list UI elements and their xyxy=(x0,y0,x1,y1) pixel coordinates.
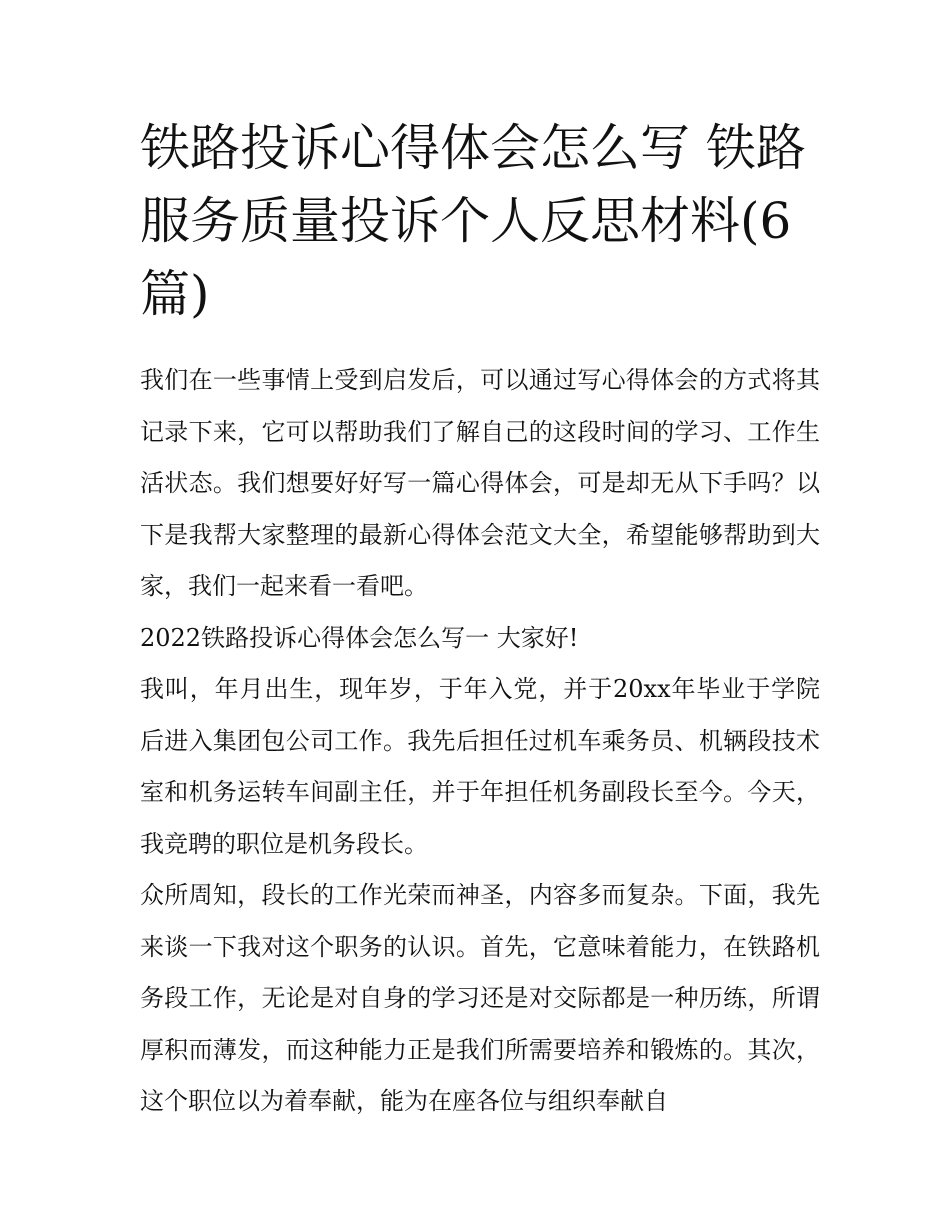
paragraph-intro: 我们在一些事情上受到启发后，可以通过写心得体会的方式将其记录下来，它可以帮助我们了解自己的这段时间的学习、工作生活状态。我们想要好好写一篇心得体会，可是却无从下手吗？以下是我帮大家整理的最新心得体会范文大全，希望能够帮助到大家，我们一起来看一看吧。 xyxy=(140,366,820,600)
paragraph-self-introduction: 我叫，年月出生，现年岁，于年入党，并于20xx年毕业于学院后进入集团包公司工作。我先后担任过机车乘务员、机辆段技术室和机务运转车间副主任，并于年担任机务副段长至今。今天，我竞聘的职位是机务段长。 xyxy=(140,675,820,858)
paragraph-heading-line: 2022铁路投诉心得体会怎么写一 大家好! xyxy=(140,623,579,652)
document-title: 铁路投诉心得体会怎么写 铁路服务质量投诉个人反思材料(6篇) xyxy=(140,119,806,323)
document-body xyxy=(140,355,820,1128)
paragraph-position-understanding: 众所周知，段长的工作光荣而神圣，内容多而复杂。下面，我先来谈一下我对这个职务的认识。首先，它意味着能力，在铁路机务段工作，无论是对自身的学习还是对交际都是一种历练，所谓厚积而薄发，而这种能力正是我们所需要培养和锻炼的。其次，这个职位以为着奉献，能为在座各位与组织奉献自 xyxy=(140,881,820,1115)
